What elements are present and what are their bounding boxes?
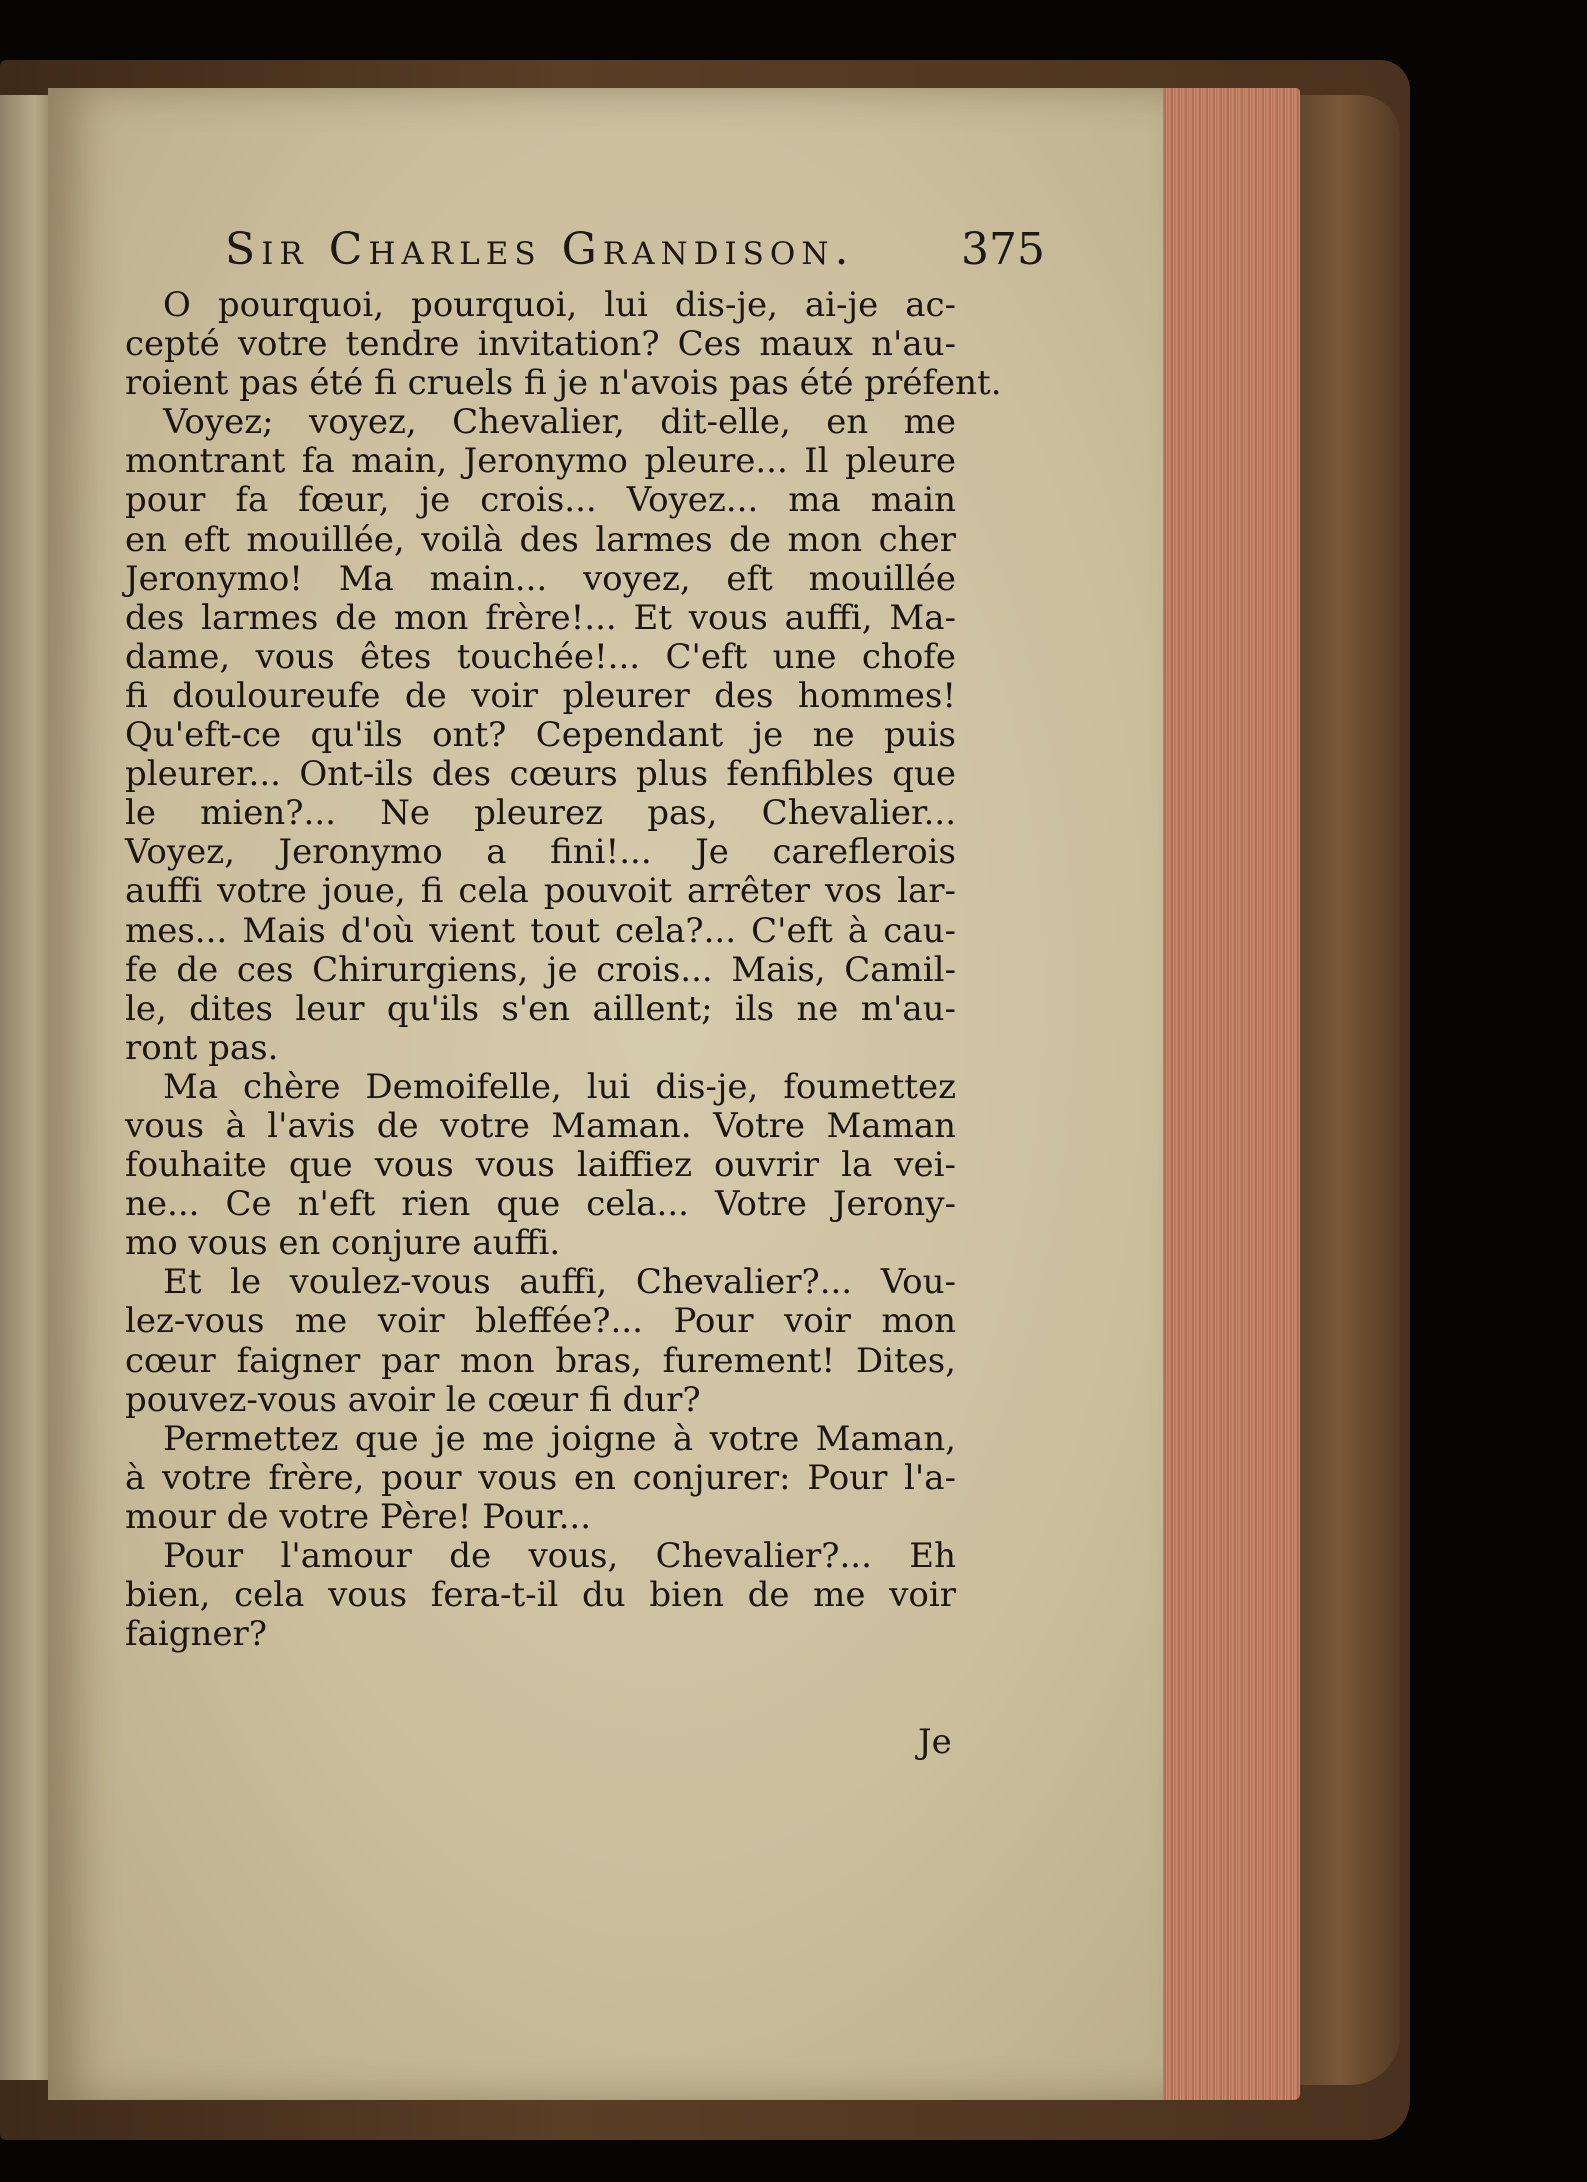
text-block [125,285,1002,1655]
text-line: le, dites leur qu'ils s'en aillent; ils ne m'au- [125,988,956,1029]
text-line: Voyez, Jeronymo a fini!... Je careflerois [125,832,956,873]
text-line: à votre frère, pour vous en conjurer: Pour l'a- [125,1457,956,1498]
page-fore-edge [1160,88,1300,2100]
text-line: mes... Mais d'où vient tout cela?... C'eft à cau- [125,910,956,951]
text-line: cœur faigner par mon bras, furement! Dites, [125,1340,956,1381]
text-line: le mien?... Ne pleurez pas, Chevalier... [125,793,956,834]
text-line: mour de votre Père! Pour... [125,1496,592,1537]
text-line: pleurer... Ont-ils des cœurs plus fenfibles que [125,754,956,795]
text-line: Voyez; voyez, Chevalier, dit-elle, en me [163,402,956,443]
text-line: Jeronymo! Ma main... voyez, eft mouillée [125,558,956,599]
text-line: ne... Ce n'eft rien que cela... Votre Jerony- [125,1184,956,1225]
text-line: mo vous en conjure auffi. [125,1223,561,1264]
catchword: Je [918,1722,952,1762]
text-line: ront pas. [125,1027,279,1068]
text-line: Permettez que je me joigne à votre Maman, [163,1418,956,1459]
text-line: lez-vous me voir bleffée?... Pour voir mon [125,1301,956,1342]
text-line: dame, vous êtes touchée!... C'eft une chofe [125,636,956,677]
text-line: fe de ces Chirurgiens, je crois... Mais, Camil- [125,949,956,990]
text-line: faigner? [125,1614,267,1655]
text-line: bien, cela vous fera-t-il du bien de me voir [125,1575,956,1616]
book-cover-edge [1290,95,1400,2085]
page-number: 375 [961,224,1045,275]
text-line: Qu'eft-ce qu'ils ont? Cependant je ne puis [125,715,956,756]
text-line: en eft mouillée, voilà des larmes de mon cher [125,519,956,560]
running-head [225,224,1045,280]
text-line: roient pas été fi cruels fi je n'avois pas été préfent. [125,363,1002,404]
previous-page-edge [0,95,52,2080]
text-line: des larmes de mon frère!... Et vous auffi, Ma- [125,597,956,638]
running-title: Sir Charles Grandison. [225,224,855,275]
text-line: pouvez-vous avoir le cœur fi dur? [125,1379,701,1420]
text-line: O pourquoi, pourquoi, lui dis-je, ai-je ac- [163,285,956,325]
text-line: cepté votre tendre invitation? Ces maux n'au- [125,324,956,365]
text-line: Et le voulez-vous auffi, Chevalier?... Vou- [163,1262,956,1303]
text-line: Pour l'amour de vous, Chevalier?... Eh [163,1536,956,1576]
text-line: fouhaite que vous vous laiffiez ouvrir la vei- [125,1145,956,1186]
text-line: montrant fa main, Jeronymo pleure... Il pleure [125,441,956,482]
text-line: vous à l'avis de votre Maman. Votre Maman [125,1105,956,1146]
text-line: pour fa fœur, je crois... Voyez... ma main [125,480,956,521]
text-line: Ma chère Demoifelle, lui dis-je, foumettez [163,1066,956,1107]
text-line: fi douloureufe de voir pleurer des hommes! [125,675,956,716]
text-line: auffi votre joue, fi cela pouvoit arrêter vos lar- [125,871,956,912]
